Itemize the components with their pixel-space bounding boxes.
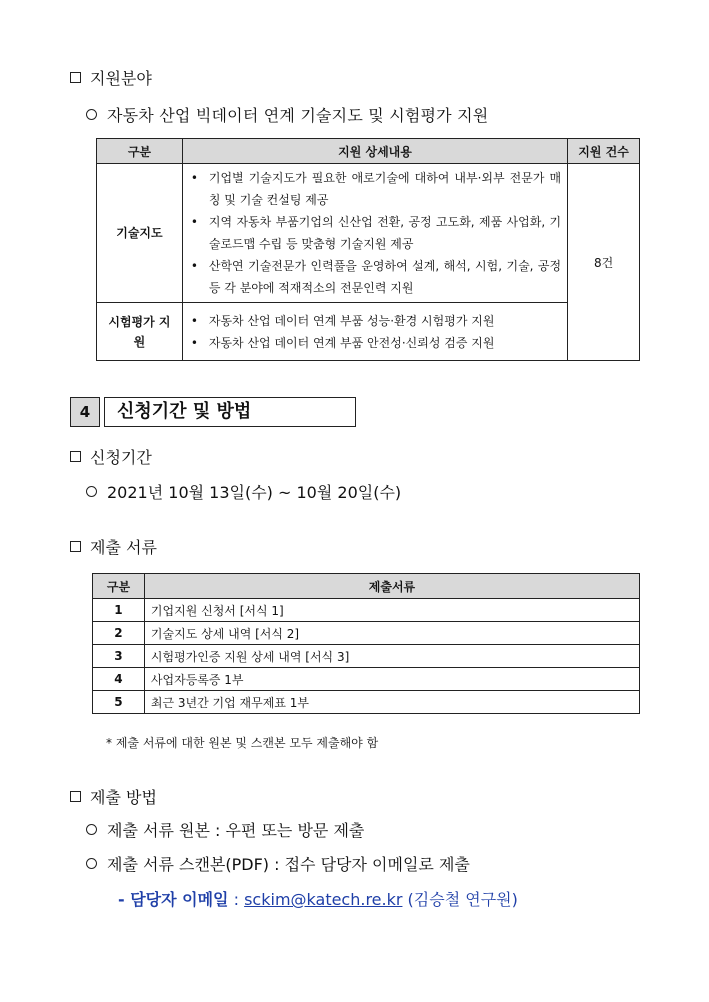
row-number: 2 (93, 622, 145, 645)
method-item: 제출 서류 원본 : 우편 또는 방문 제출 (86, 818, 364, 841)
table-header-row (97, 139, 640, 164)
row-document: 최근 3년간 기업 재무제표 1부 (144, 691, 639, 714)
list-item: • 자동차 산업 데이터 연계 부품 안전성·신뢰성 검증 지원 (191, 332, 561, 354)
section-number: 4 (70, 397, 100, 427)
row-number: 4 (93, 668, 145, 691)
table-row (93, 645, 640, 668)
row-document: 기술지도 상세 내역 [서식 2] (144, 622, 639, 645)
table-row (93, 599, 640, 622)
row-label: 시험평가 지원 (97, 303, 183, 361)
table-row (93, 691, 640, 714)
method-item: 제출 서류 스캔본(PDF) : 접수 담당자 이메일로 제출 (86, 852, 470, 875)
period-heading: 신청기간 (70, 445, 152, 468)
circle-bullet-icon (86, 109, 97, 120)
email-label: - 담당자 이메일 (118, 890, 229, 909)
circle-bullet-icon (86, 486, 97, 497)
row-number: 3 (93, 645, 145, 668)
square-bullet-icon (70, 72, 81, 83)
period-item: 2021년 10월 13일(수) ~ 10월 20일(수) (86, 480, 401, 503)
header-detail: 지원 상세내용 (182, 139, 567, 164)
row-number: 1 (93, 599, 145, 622)
support-count: 8건 (568, 164, 640, 361)
square-bullet-icon (70, 791, 81, 802)
list-item: • 지역 자동차 부품기업의 신산업 전환, 공정 고도화, 제품 사업화, 기술로드맵 수립 등 맞춤형 기술지원 제공 (191, 211, 561, 255)
header-category: 구분 (93, 574, 145, 599)
support-item: 자동차 산업 빅데이터 연계 기술지도 및 시험평가 지원 (86, 103, 488, 126)
table-row (93, 622, 640, 645)
support-table (96, 138, 640, 361)
table-header-row (93, 574, 640, 599)
row-document: 기업지원 신청서 [서식 1] (144, 599, 639, 622)
circle-bullet-icon (86, 858, 97, 869)
row-detail (182, 303, 567, 361)
header-documents: 제출서류 (144, 574, 639, 599)
email-separator: : (228, 890, 245, 909)
table-row (97, 303, 640, 361)
row-label: 기술지도 (97, 164, 183, 303)
row-document: 사업자등록증 1부 (144, 668, 639, 691)
square-bullet-icon (70, 541, 81, 552)
header-category: 구분 (97, 139, 183, 164)
documents-table (92, 573, 640, 714)
table-row (97, 164, 640, 303)
list-item: • 기업별 기술지도가 필요한 애로기술에 대하여 내부·외부 전문가 매칭 및 기술 컨설팅 제공 (191, 167, 561, 211)
row-detail (182, 164, 567, 303)
list-item: • 산학연 기술전문가 인력풀을 운영하여 설계, 해석, 시험, 기술, 공정 등 각 분야에 적재적소의 전문인력 지원 (191, 255, 561, 299)
circle-bullet-icon (86, 824, 97, 835)
row-document: 시험평가인증 지원 상세 내역 [서식 3] (144, 645, 639, 668)
email-link[interactable]: sckim@katech.re.kr (244, 890, 403, 909)
support-heading: 지원분야 (70, 66, 152, 89)
documents-heading: 제출 서류 (70, 535, 157, 558)
contact-email-line (118, 887, 518, 910)
table-row (93, 668, 640, 691)
list-item: • 자동차 산업 데이터 연계 부품 성능·환경 시험평가 지원 (191, 310, 561, 332)
header-count: 지원 건수 (568, 139, 640, 164)
documents-note: * 제출 서류에 대한 원본 및 스캔본 모두 제출해야 함 (106, 736, 379, 750)
contact-person: (김승철 연구원) (407, 890, 518, 909)
square-bullet-icon (70, 451, 81, 462)
section-title: 신청기간 및 방법 (104, 397, 356, 427)
method-heading: 제출 방법 (70, 785, 157, 808)
row-number: 5 (93, 691, 145, 714)
